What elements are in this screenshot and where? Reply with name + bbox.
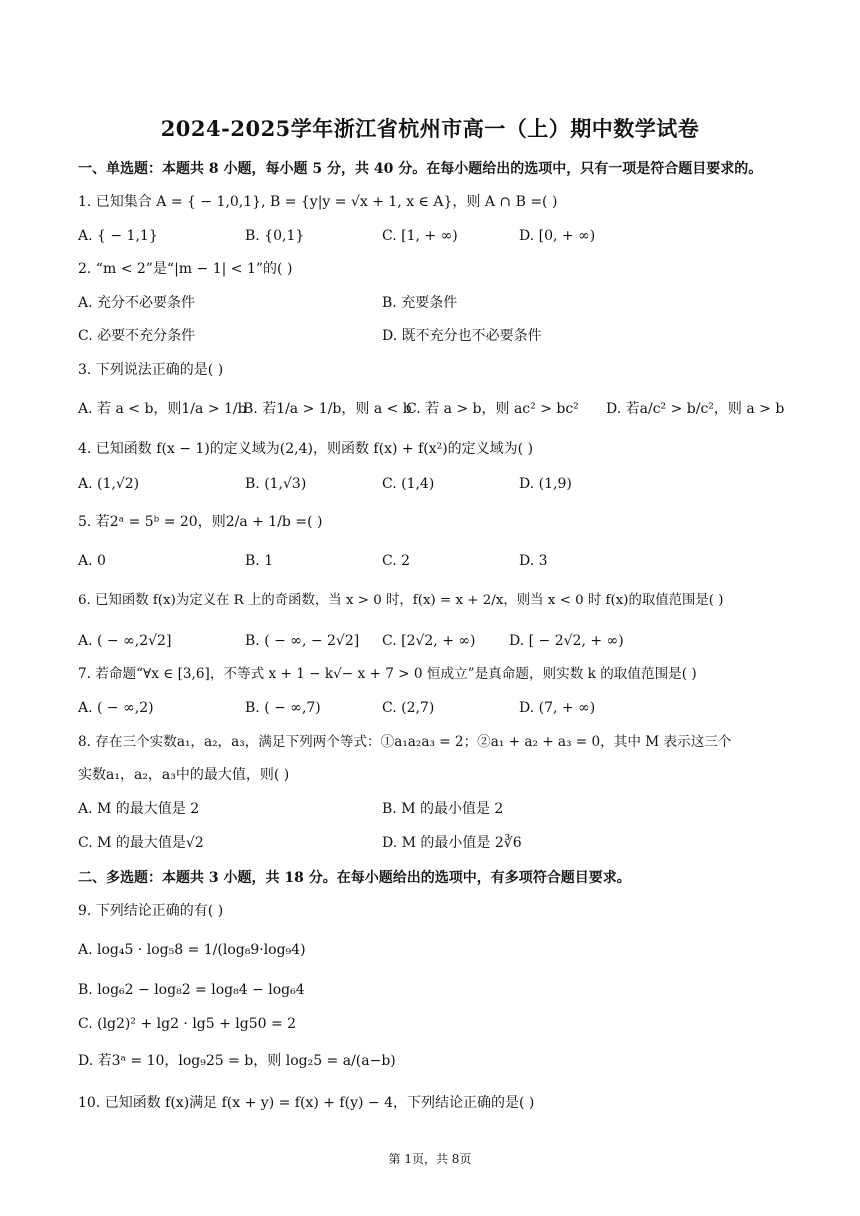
question-7-stem: 7. 若命题“∀x ∈ [3,6]，不等式 x + 1 − k√− x + 7 > 0 恒成立”是真命题，则实数 k 的取值范围是( ) xyxy=(78,666,697,682)
question-7-option-d: D. (7, + ∞) xyxy=(519,700,596,716)
question-7-option-c: C. (2,7) xyxy=(382,700,435,716)
question-5-stem: 5. 若2ᵃ = 5ᵇ = 20，则2/a + 1/b =( ) xyxy=(78,514,323,530)
question-3-option-b: B. 若1/a > 1/b，则 a < b xyxy=(243,401,412,417)
question-7-option-b: B. ( − ∞,7) xyxy=(245,700,321,716)
question-3-option-d: D. 若a/c² > b/c²，则 a > b xyxy=(606,401,785,417)
question-3-option-a: A. 若 a < b，则1/a > 1/b xyxy=(78,401,247,417)
question-9-option-a: A. log₄5 · log₅8 = 1/(log₈9·log₉4) xyxy=(78,942,306,958)
question-2-option-c: C. 必要不充分条件 xyxy=(78,328,196,344)
question-1-option-a: A. { − 1,1} xyxy=(78,228,158,244)
question-8-stem-line-2: 实数a₁，a₂，a₃中的最大值，则( ) xyxy=(78,767,290,783)
question-4-option-b: B. (1,√3) xyxy=(245,476,307,492)
question-8-option-b: B. M 的最小值是 2 xyxy=(382,801,504,817)
question-6-option-d: D. [ − 2√2, + ∞) xyxy=(509,633,624,649)
page-footer: 第 1页，共 8页 xyxy=(388,1152,472,1166)
question-6-option-c: C. [2√2, + ∞) xyxy=(382,633,476,649)
question-4-option-c: C. (1,4) xyxy=(382,476,435,492)
question-10-stem: 10. 已知函数 f(x)满足 f(x + y) = f(x) + f(y) − 4，下列结论正确的是( ) xyxy=(78,1095,535,1111)
question-9-option-b: B. log₆2 − log₈2 = log₈4 − log₆4 xyxy=(78,982,305,998)
question-9-option-c: C. (lg2)² + lg2 · lg5 + lg50 = 2 xyxy=(78,1016,297,1032)
question-4-option-d: D. (1,9) xyxy=(519,476,572,492)
question-4-option-a: A. (1,√2) xyxy=(78,476,140,492)
question-9-stem: 9. 下列结论正确的有( ) xyxy=(78,903,224,919)
question-8-option-c: C. M 的最大值是√2 xyxy=(78,835,204,851)
question-8-stem-line-1: 8. 存在三个实数a₁，a₂，a₃，满足下列两个等式：①a₁a₂a₃ = 2；②a₁ + a₂ + a₃ = 0，其中 M 表示这三个 xyxy=(78,734,732,750)
section-multi-choice-heading: 二、多选题：本题共 3 小题，共 18 分。在每小题给出的选项中，有多项符合题目要求。 xyxy=(78,870,631,886)
question-2-stem: 2. “m < 2”是“|m − 1| < 1”的( ) xyxy=(78,261,293,277)
question-1-stem: 1. 已知集合 A = { − 1,0,1}, B = {y|y = √x + 1, x ∈ A}，则 A ∩ B =( ) xyxy=(78,194,558,210)
question-3-stem: 3. 下列说法正确的是( ) xyxy=(78,362,224,378)
question-1-option-c: C. [1, + ∞) xyxy=(382,228,458,244)
question-1-option-b: B. {0,1} xyxy=(245,228,305,244)
question-6-option-a: A. ( − ∞,2√2] xyxy=(78,633,172,649)
question-5-option-d: D. 3 xyxy=(519,553,548,569)
question-5-option-c: C. 2 xyxy=(382,553,411,569)
question-5-option-b: B. 1 xyxy=(245,553,274,569)
question-8-option-a: A. M 的最大值是 2 xyxy=(78,801,200,817)
question-5-option-a: A. 0 xyxy=(78,553,106,569)
question-6-stem: 6. 已知函数 f(x)为定义在 R 上的奇函数，当 x > 0 时，f(x) = x + 2/x，则当 x < 0 时 f(x)的取值范围是( ) xyxy=(78,593,724,608)
section-single-choice-heading: 一、单选题：本题共 8 小题，每小题 5 分，共 40 分。在每小题给出的选项中，只有一项是符合题目要求的。 xyxy=(78,161,763,177)
question-3-option-c: C. 若 a > b，则 ac² > bc² xyxy=(406,401,579,417)
question-8-option-d: D. M 的最小值是 2∛6 xyxy=(382,835,522,851)
question-2-option-d: D. 既不充分也不必要条件 xyxy=(382,328,542,344)
question-1-option-d: D. [0, + ∞) xyxy=(519,228,596,244)
question-4-stem: 4. 已知函数 f(x − 1)的定义域为(2,4)，则函数 f(x) + f(x²)的定义域为( ) xyxy=(78,441,534,457)
page-title: 2024-2025学年浙江省杭州市高一（上）期中数学试卷 xyxy=(160,116,700,141)
question-2-option-b: B. 充要条件 xyxy=(382,295,458,311)
question-9-option-d: D. 若3ᵃ = 10，log₉25 = b，则 log₂5 = a/(a−b) xyxy=(78,1053,396,1069)
question-6-option-b: B. ( − ∞, − 2√2] xyxy=(245,633,360,649)
question-2-option-a: A. 充分不必要条件 xyxy=(78,295,196,311)
question-7-option-a: A. ( − ∞,2) xyxy=(78,700,154,716)
